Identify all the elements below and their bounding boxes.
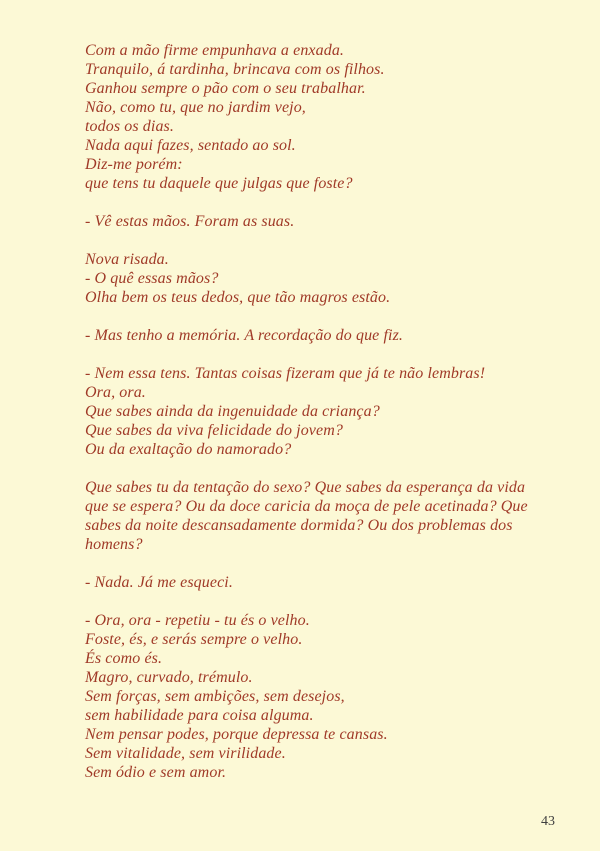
poem-line: Olha bem os teus dedos, que tão magros estão.	[85, 289, 391, 306]
poem-line: Magro, curvado, trémulo.	[85, 669, 253, 686]
poem-line: Não, como tu, que no jardim vejo,	[85, 99, 306, 116]
poem-line: Nem pensar podes, porque depressa te cansas.	[85, 726, 388, 743]
stanza	[85, 478, 585, 554]
poem-line: Nada aqui fazes, sentado ao sol.	[85, 137, 296, 154]
poem-line: que tens tu daquele que julgas que foste?	[85, 175, 353, 192]
poem-line: Sem ódio e sem amor.	[85, 764, 227, 781]
poem-line: Sem vitalidade, sem virilidade.	[85, 745, 286, 762]
poem-line: - Vê estas mãos. Foram as suas.	[85, 213, 295, 230]
poem-line: todos os dias.	[85, 118, 174, 135]
poem-line: sem habilidade para coisa alguma.	[85, 707, 314, 724]
poem-line: Diz-me porém:	[85, 156, 183, 173]
poem-line: - O quê essas mãos?	[85, 270, 219, 287]
stanza	[85, 250, 585, 307]
poem-line: Que sabes da viva felicidade do jovem?	[85, 422, 343, 439]
poem-line: Ou da exaltação do namorado?	[85, 441, 292, 458]
poem-line: Sem forças, sem ambições, sem desejos,	[85, 688, 345, 705]
poem-line: homens?	[85, 536, 143, 553]
poem-line: que se espera? Ou da doce caricia da moça de pele acetinada? Que	[85, 498, 528, 515]
poem-line: - Mas tenho a memória. A recordação do que fiz.	[85, 327, 403, 344]
poem-line: - Ora, ora - repetiu - tu és o velho.	[85, 612, 310, 629]
stanza	[85, 41, 585, 193]
poem-line: Nova risada.	[85, 251, 169, 268]
poem-line: - Nem essa tens. Tantas coisas fizeram que já te não lembras!	[85, 365, 486, 382]
page-number: 43	[541, 814, 555, 829]
poem-line: Que sabes tu da tentação do sexo? Que sabes da esperança da vida	[85, 479, 526, 496]
poem-line: Com a mão firme empunhava a enxada.	[85, 42, 345, 59]
poem-line: - Nada. Já me esqueci.	[85, 574, 233, 591]
poem-line: Tranquilo, á tardinha, brincava com os filhos.	[85, 61, 385, 78]
stanza	[85, 364, 585, 459]
stanza	[85, 573, 585, 592]
stanza	[85, 611, 585, 782]
poem-line: Ganhou sempre o pão com o seu trabalhar.	[85, 80, 366, 97]
poem-line: És como és.	[85, 650, 163, 667]
poem-line: Que sabes ainda da ingenuidade da criança?	[85, 403, 380, 420]
poem-text-block	[85, 41, 585, 782]
poem-line: sabes da noite descansadamente dormida? Ou dos problemas dos	[85, 517, 513, 534]
poem-line: Foste, és, e serás sempre o velho.	[85, 631, 303, 648]
stanza	[85, 326, 585, 345]
stanza	[85, 212, 585, 231]
poem-line: Ora, ora.	[85, 384, 146, 401]
